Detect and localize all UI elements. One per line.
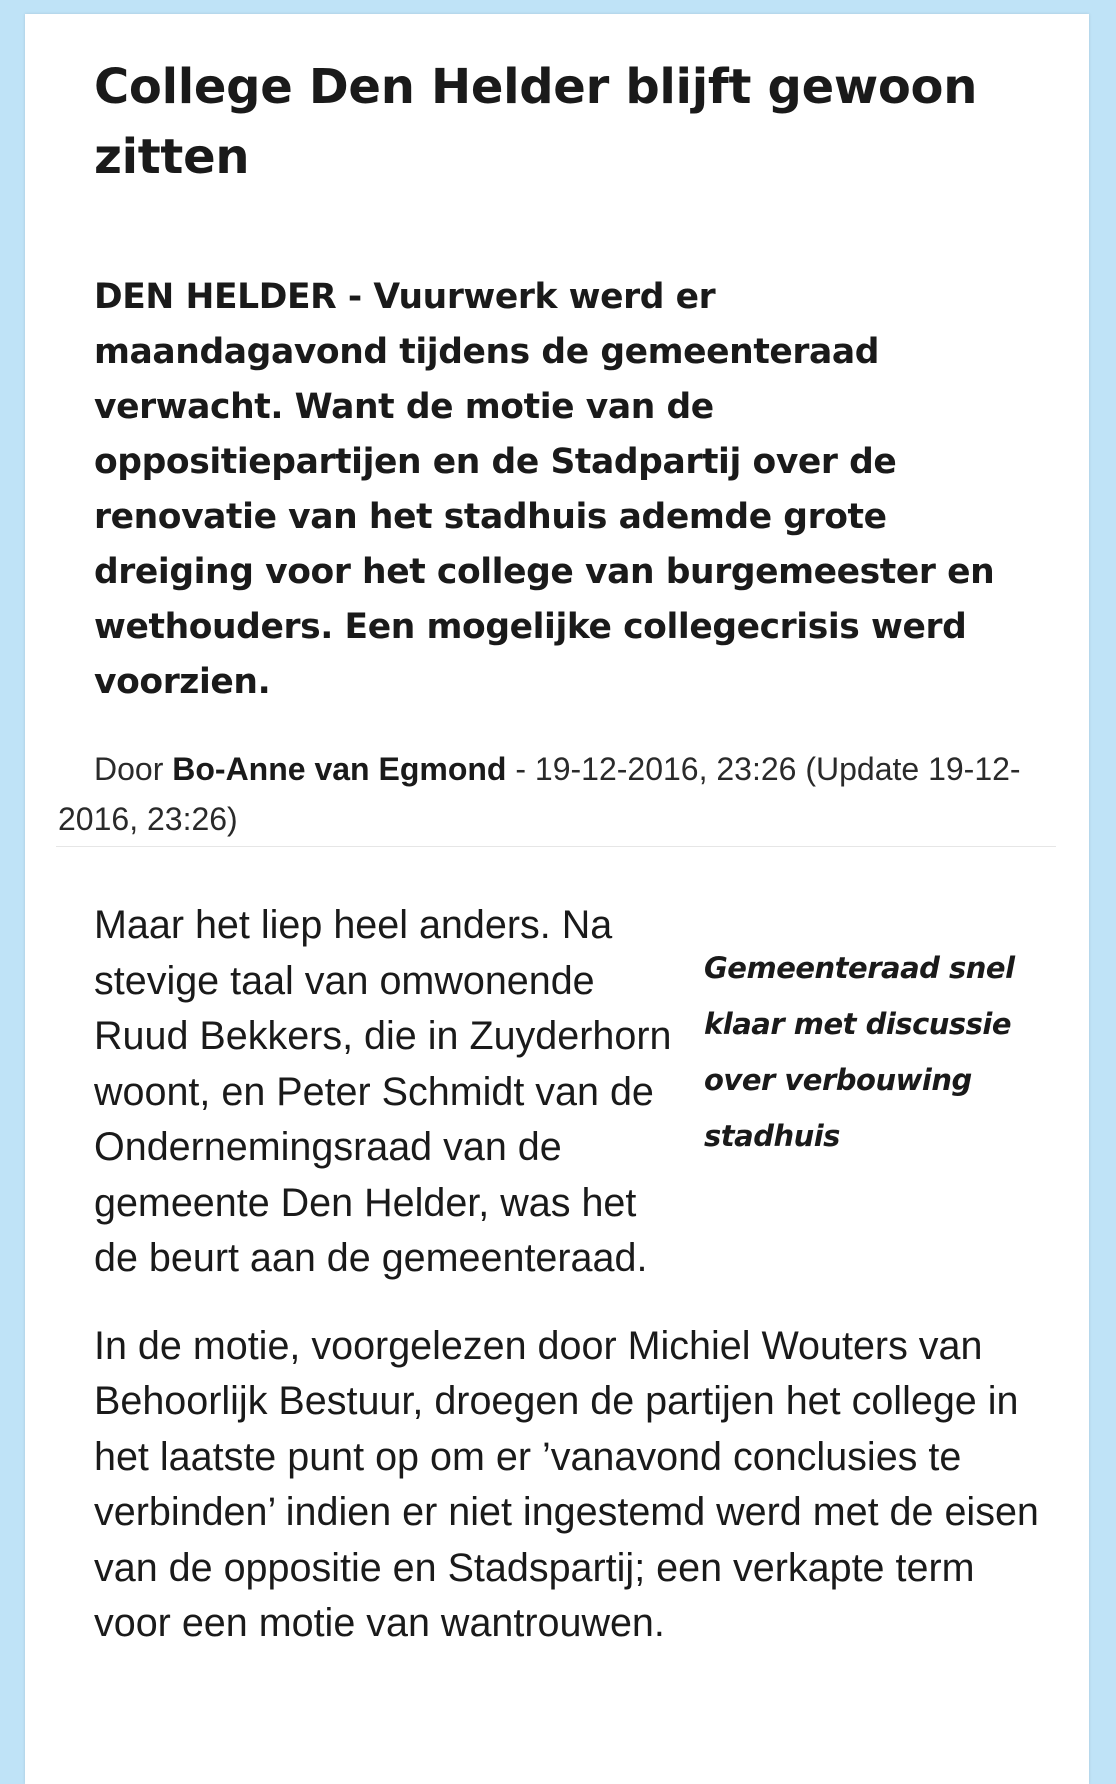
- article-card: [25, 14, 1089, 1784]
- byline-divider: [56, 846, 1056, 847]
- article-lead: DEN HELDER - Vuurwerk werd er maandagavond tijdens de gemeenteraad verwacht. Want de motie van de oppositiepartijen en de Stadpartij over de renovatie van het stadhuis ademde grote dreiging voor het college van burgemeester en wethouders. Een mogelijke collegecrisis werd voorzien.: [94, 277, 995, 702]
- byline-prefix: Door: [94, 751, 173, 787]
- article-title: College Den Helder blijft gewoon zitten: [94, 59, 978, 185]
- related-article-link[interactable]: Gemeenteraad snel klaar met discussie over verbouwing stadhuis: [704, 951, 1015, 1153]
- article-paragraph: In de motie, voorgelezen door Michiel Wouters van Behoorlijk Bestuur, droegen de partijen het college in het laatste punt op om er ’vanavond conclusies te verbinden’ indien er niet ingestemd werd met de eisen van de oppositie en Stadspartij; een verkapte term voor een motie van wantrouwen.: [94, 1323, 1039, 1645]
- article-byline: [58, 744, 1058, 844]
- article-body: [94, 898, 1044, 1684]
- article-paragraph: Maar het liep heel anders. Na stevige taal van omwonende Ruud Bekkers, die in Zuyderhorn woont, en Peter Schmidt van de Ondernemingsraad van de gemeente Den Helder, was het de beurt aan de gemeenteraad.: [94, 903, 672, 1280]
- byline-date: - 19-12-2016, 23:26 (Update 19-12-2016, 23:26): [58, 751, 1021, 837]
- byline-author: Bo-Anne van Egmond: [172, 751, 507, 787]
